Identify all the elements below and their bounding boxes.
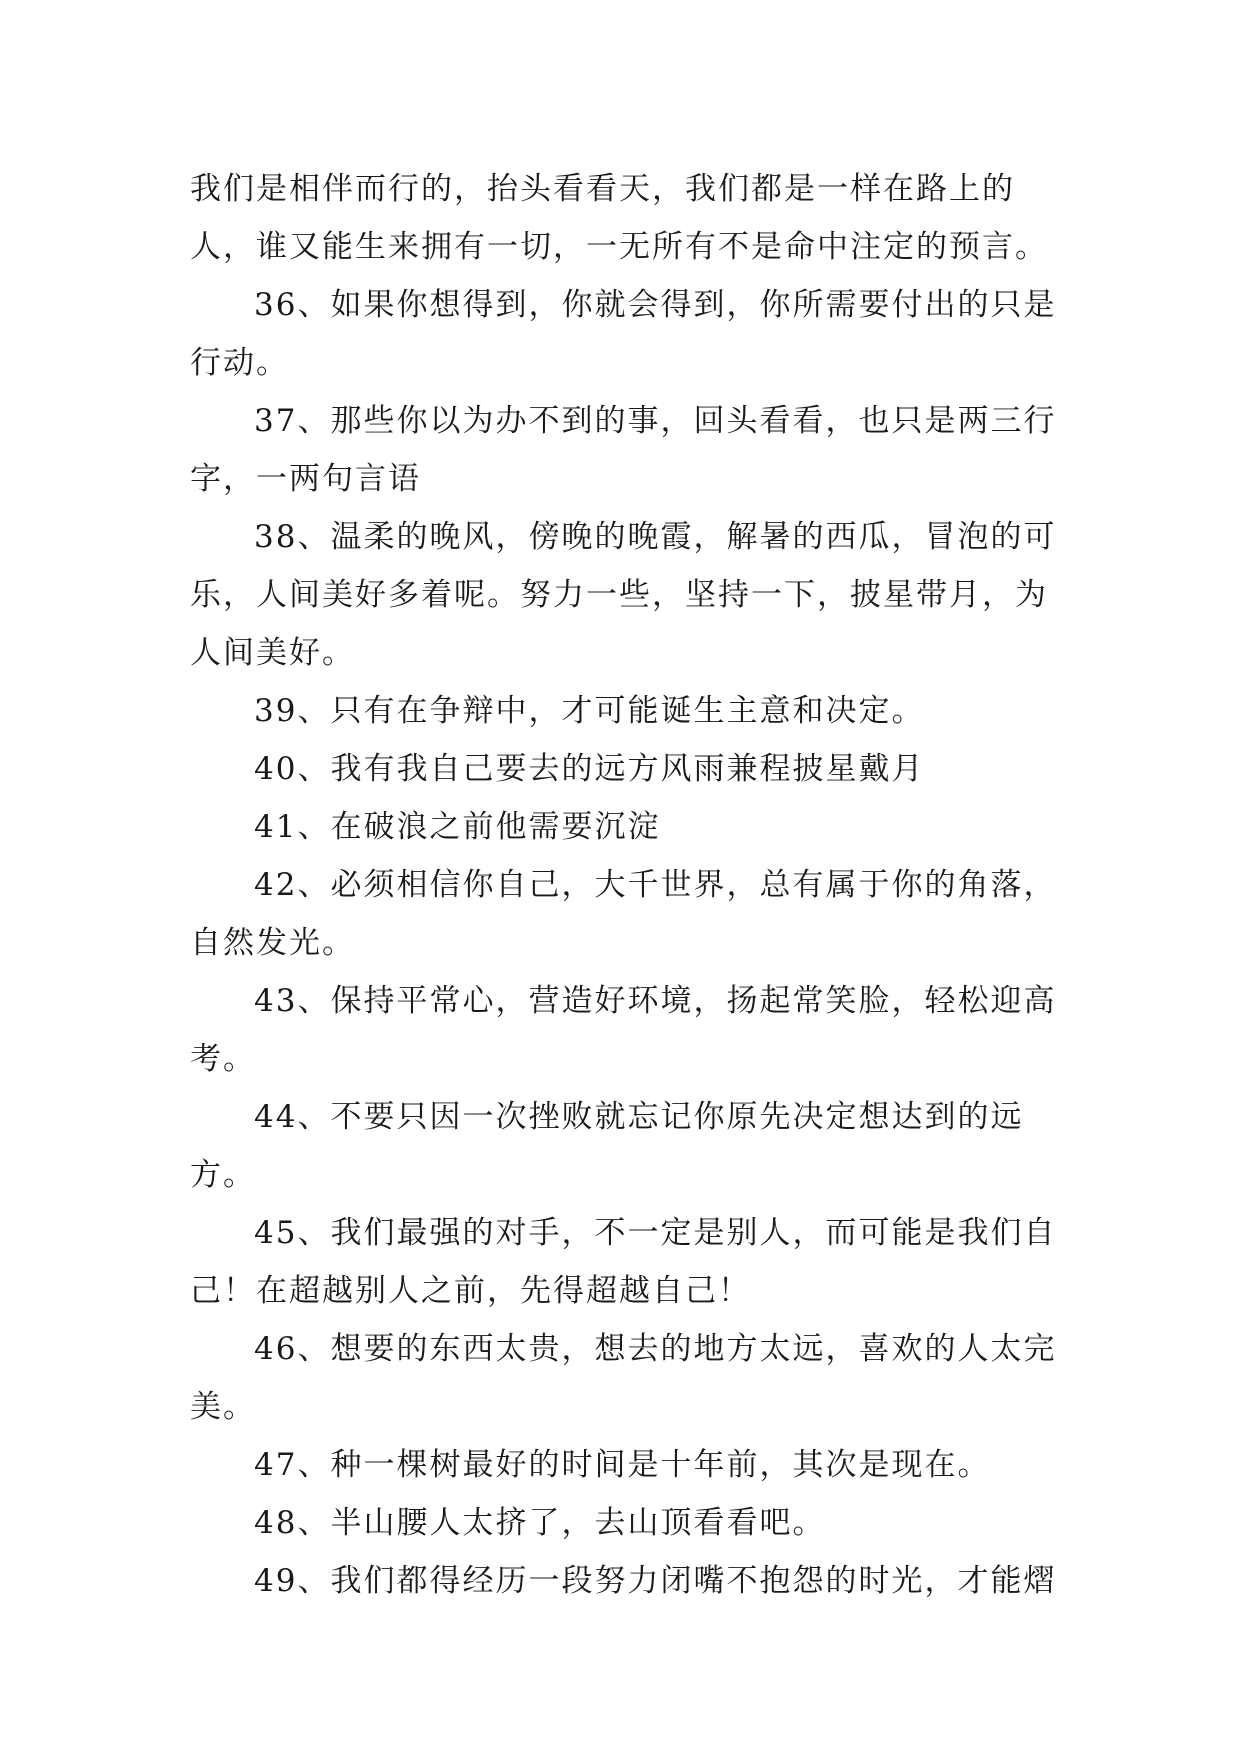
paragraph-46: 46、想要的东西太贵，想去的地方太远，喜欢的人太完美。: [190, 1331, 1057, 1425]
paragraph-36: 36、如果你想得到，你就会得到，你所需要付出的只是行动。: [190, 287, 1057, 381]
paragraph-43: 43、保持平常心，营造好环境，扬起常笑脸，轻松迎高考。: [190, 983, 1057, 1077]
paragraph-37: 37、那些你以为办不到的事，回头看看，也只是两三行字，一两句言语: [190, 403, 1057, 497]
body-text: [190, 160, 1070, 1610]
paragraph-42: 42、必须相信你自己，大千世界，总有属于你的角落，自然发光。: [190, 867, 1057, 961]
paragraph-40: 40、我有我自己要去的远方风雨兼程披星戴月: [254, 751, 925, 787]
paragraph-48: 48、半山腰人太挤了，去山顶看看吧。: [254, 1505, 826, 1541]
paragraph-39: 39、只有在争辩中，才可能诞生主意和决定。: [254, 693, 925, 729]
paragraph-45: 45、我们最强的对手，不一定是别人，而可能是我们自己！在超越别人之前，先得超越自己！: [190, 1215, 1057, 1309]
paragraph-continuation: 我们是相伴而行的，抬头看看天，我们都是一样在路上的人，谁又能生来拥有一切，一无所有不是命中注定的预言。: [190, 171, 1048, 265]
paragraph-38: 38、温柔的晚风，傍晚的晚霞，解暑的西瓜，冒泡的可乐，人间美好多着呢。努力一些，坚持一下，披星带月，为人间美好。: [190, 519, 1057, 671]
paragraph-49: 49、我们都得经历一段努力闭嘴不抱怨的时光，才能熠: [254, 1563, 1057, 1599]
paragraph-44: 44、不要只因一次挫败就忘记你原先决定想达到的远方。: [190, 1099, 1024, 1193]
paragraph-41: 41、在破浪之前他需要沉淀: [254, 809, 661, 845]
paragraph-47: 47、种一棵树最好的时间是十年前，其次是现在。: [254, 1447, 991, 1483]
